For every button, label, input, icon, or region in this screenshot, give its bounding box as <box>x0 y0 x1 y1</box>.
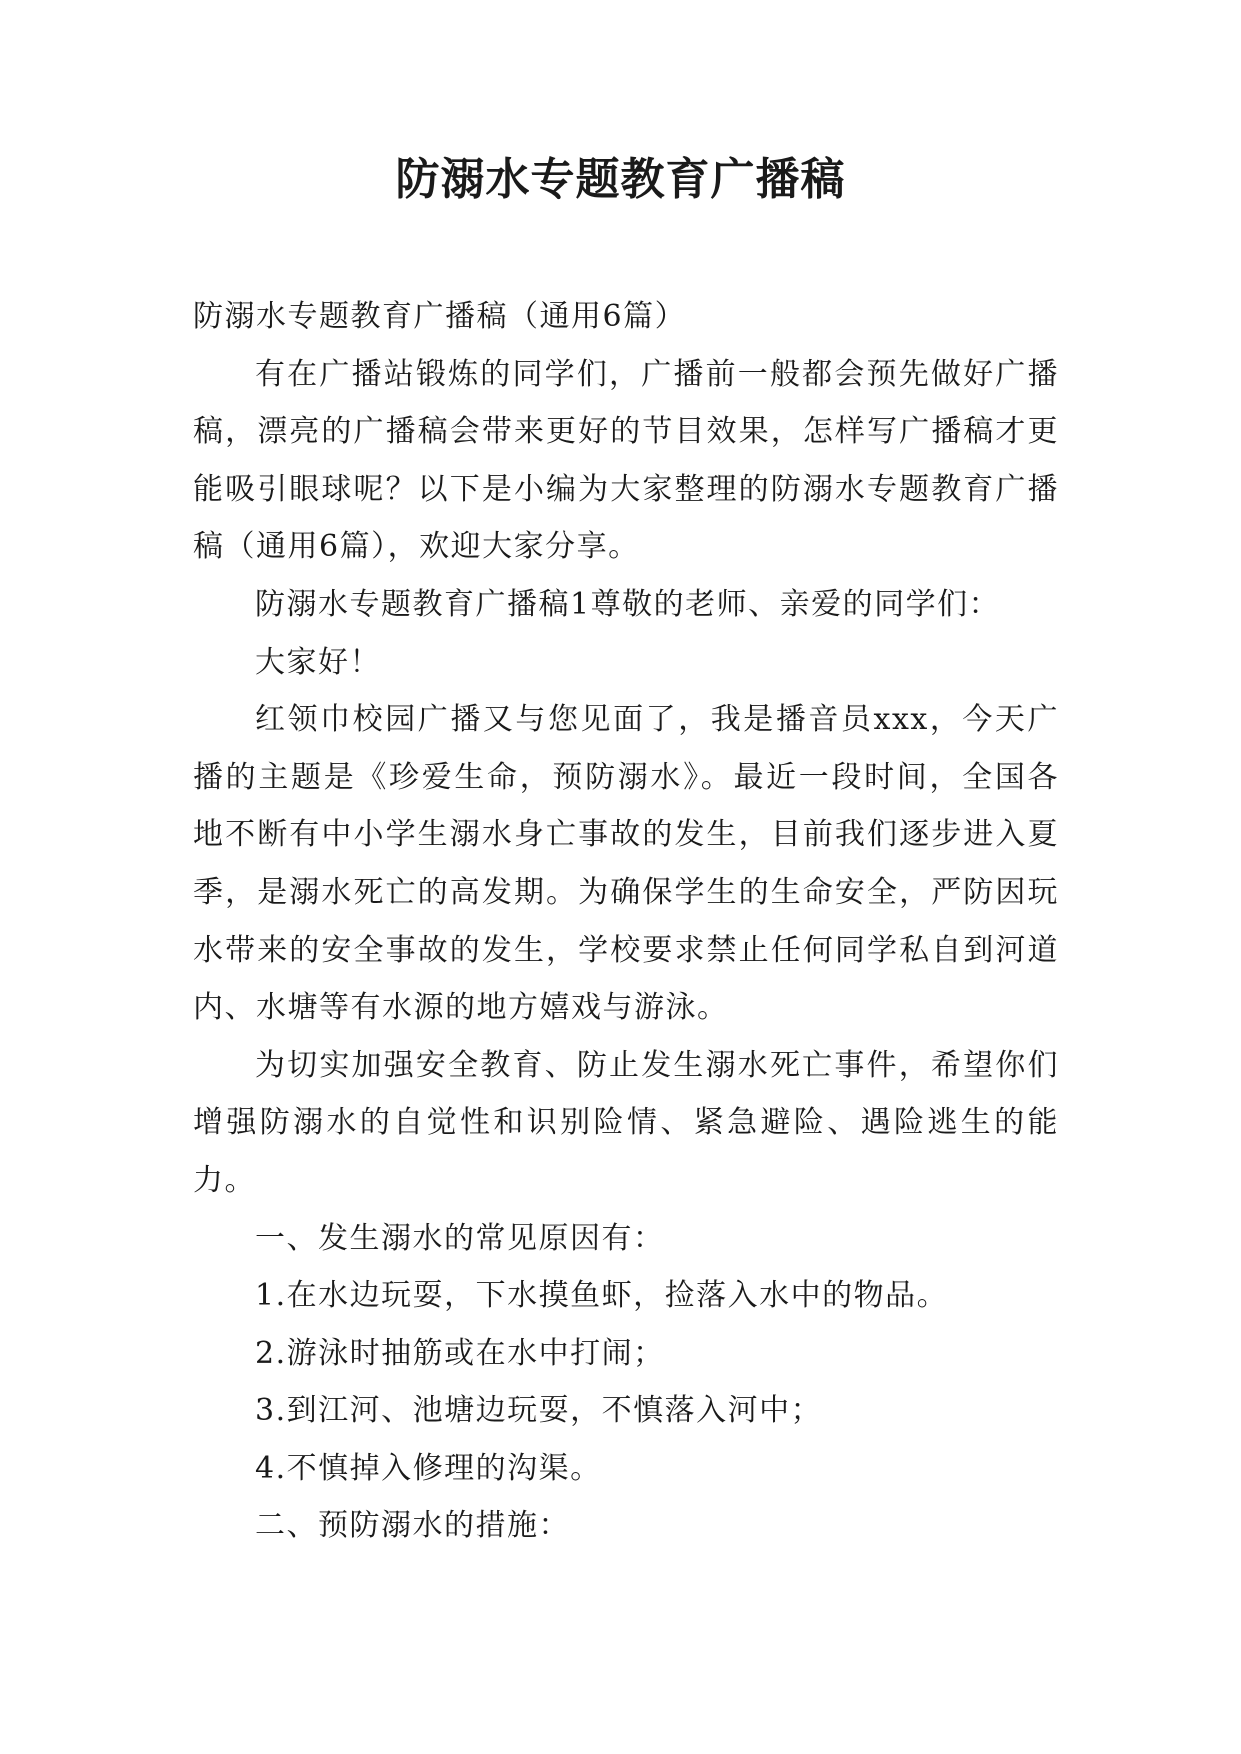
paragraph: 1.在水边玩耍，下水摸鱼虾，捡落入水中的物品。 <box>255 1278 949 1314</box>
paragraph: 红领巾校园广播又与您见面了，我是播音员xxx，今天广播的主题是《珍爱生命，预防溺水》。最近一段时间，全国各地不断有中小学生溺水身亡事故的发生，目前我们逐步进入夏季，是溺水死亡的高发期。为确保学生的生命安全，严防因玩水带来的安全事故的发生，学校要求禁止任何同学私自到河道内、水塘等有水源的地方嬉戏与游泳。 <box>193 702 1059 1026</box>
document-title: 防溺水专题教育广播稿 <box>395 154 846 205</box>
paragraph: 二、预防溺水的措施： <box>255 1508 570 1544</box>
document-body <box>193 288 1059 1555</box>
paragraph: 防溺水专题教育广播稿1尊敬的老师、亲爱的同学们： <box>255 586 1001 622</box>
paragraph: 3.到江河、池塘边玩耍，不慎落入河中； <box>255 1393 823 1429</box>
paragraph: 一、发生溺水的常见原因有： <box>255 1220 665 1256</box>
paragraph: 有在广播站锻炼的同学们，广播前一般都会预先做好广播稿，漂亮的广播稿会带来更好的节目效果，怎样写广播稿才更能吸引眼球呢？以下是小编为大家整理的防溺水专题教育广播稿（通用6篇），欢迎大家分享。 <box>193 356 1059 565</box>
paragraph: 2.游泳时抽筋或在水中打闹； <box>255 1335 665 1371</box>
paragraph: 防溺水专题教育广播稿（通用6篇） <box>193 299 687 334</box>
paragraph: 大家好！ <box>255 644 381 680</box>
paragraph: 为切实加强安全教育、防止发生溺水死亡事件，希望你们增强防溺水的自觉性和识别险情、紧急避险、遇险逃生的能力。 <box>193 1047 1059 1198</box>
paragraph: 4.不慎掉入修理的沟渠。 <box>255 1450 602 1486</box>
